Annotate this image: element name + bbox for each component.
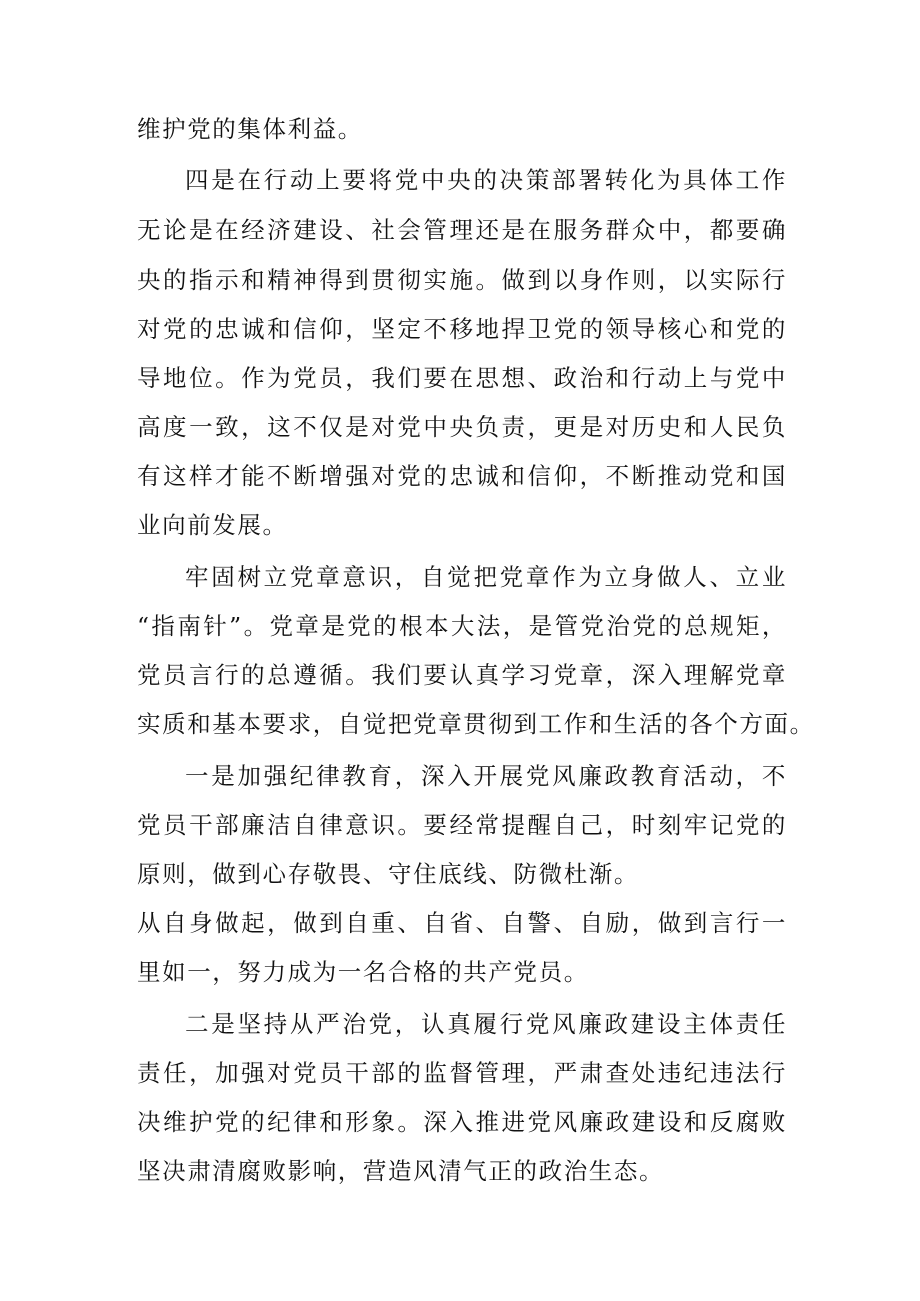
- text-line: 导地位。作为党员，我们要在思想、政治和行动上与党中: [137, 364, 787, 392]
- text-line: 维护党的集体利益。: [137, 115, 363, 143]
- text-line: “指南针”。党章是党的根本大法，是管党治党的总规矩，: [137, 612, 787, 640]
- text-line: 牢固树立党章意识，自觉把党章作为立身做人、立业: [185, 563, 787, 591]
- text-line: 四是在行动上要将党中央的决策部署转化为具体工作: [185, 166, 787, 194]
- text-line: 坚决肃清腐败影响，营造风清气正的政治生态。: [137, 1157, 665, 1185]
- text-line: 一是加强纪律教育，深入开展党风廉政教育活动，不: [185, 762, 787, 790]
- text-line: 有这样才能不断增强对党的忠诚和信仰，不断推动党和国: [137, 462, 787, 490]
- text-line: 责任，加强对党员干部的监督管理，严肃查处违纪违法行: [137, 1059, 787, 1087]
- text-line: 二是坚持从严治党，认真履行党风廉政建设主体责任: [185, 1010, 787, 1038]
- text-line: 党员干部廉洁自律意识。要经常提醒自己，时刻牢记党的: [137, 811, 787, 839]
- text-line: 央的指示和精神得到贯彻实施。做到以身作则，以实际行: [137, 266, 787, 294]
- text-line: 无论是在经济建设、社会管理还是在服务群众中，都要确: [137, 216, 787, 244]
- text-line: 原则，做到心存敬畏、守住底线、防微杜渐。: [137, 860, 639, 888]
- text-line: 里如一，努力成为一名合格的共产党员。: [137, 958, 589, 986]
- text-line: 决维护党的纪律和形象。深入推进党风廉政建设和反腐败: [137, 1108, 787, 1136]
- text-line: 实质和基本要求，自觉把党章贯彻到工作和生活的各个方面。: [137, 710, 815, 738]
- text-line: 高度一致，这不仅是对党中央负责，更是对历史和人民负: [137, 413, 787, 441]
- text-line: 对党的忠诚和信仰，坚定不移地捍卫党的领导核心和党的: [137, 315, 787, 343]
- text-line: 业向前发展。: [137, 511, 288, 539]
- text-line: 党员言行的总遵循。我们要认真学习党章，深入理解党章: [137, 661, 787, 689]
- text-line: 从自身做起，做到自重、自省、自警、自励，做到言行一: [137, 909, 787, 937]
